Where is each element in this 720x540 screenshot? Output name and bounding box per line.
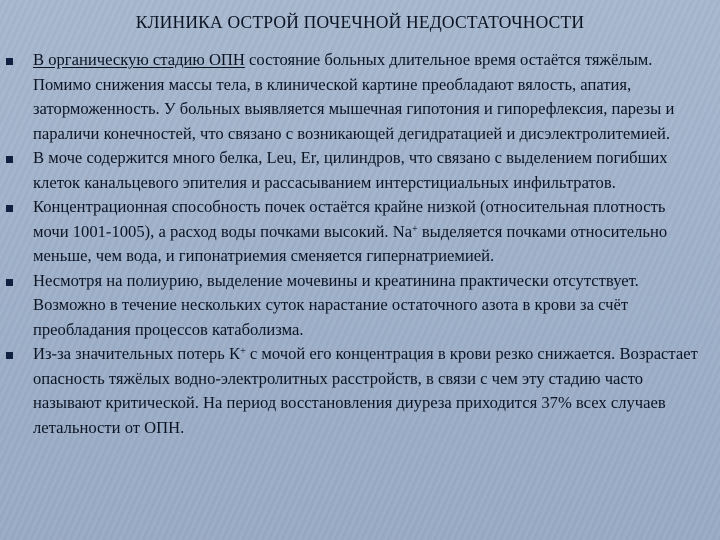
square-bullet-icon — [6, 352, 13, 359]
bullet-text: Несмотря на полиурию, выделение мочевины и креатинина практически отсутствует. Возможно в течение нескольких суток нарастание остаточного азота в крови за счёт преобладания процессов катаболизма. — [33, 270, 639, 339]
square-bullet-icon — [6, 279, 13, 286]
bullet-text: Из-за значительных потерь К — [33, 344, 241, 363]
slide-title: КЛИНИКА ОСТРОЙ ПОЧЕЧНОЙ НЕДОСТАТОЧНОСТИ — [135, 12, 585, 32]
bullet-text: Концентрационная способность почек остаётся крайне низкой (относительная плотность мочи 1001-1005), а расход воды почками высокий. Na — [33, 197, 666, 241]
bullet-lead-text: В органическую стадию ОПН — [33, 50, 245, 69]
bullet-list — [0, 48, 720, 440]
square-bullet-icon — [6, 156, 13, 163]
bullet-item — [0, 146, 698, 195]
bullet-text-continued: выделяется почками относительно меньше, чем вода, и гипонатриемия сменяется гипернатриемией. — [33, 221, 668, 265]
bullet-text-continued: с мочой его концентрация в крови резко снижается. Возрастает опасность тяжёлых водно-электролитных расстройств, в связи с чем эту стадию часто называют критической. На период восстановления диуреза приходится 37% всех случаев летальности от ОПН. — [33, 344, 698, 437]
bullet-item — [0, 269, 698, 343]
bullet-text: состояние больных длительное время остаётся тяжёлым. Помимо снижения массы тела, в клинической картине преобладают вялость, апатия, заторможенность. У больных выявляется мышечная гипотония и гипорефлексия, парезы и параличи конечностей, что связано с возникающей дегидратацией и дисэлектролитемией. — [33, 50, 675, 143]
superscript-plus: + — [240, 346, 246, 357]
square-bullet-icon — [6, 205, 13, 212]
superscript-plus: + — [412, 223, 418, 235]
bullet-item — [0, 48, 698, 146]
bullet-text: В моче содержится много белка, Lеu, Er, цилиндров, что связано с выделением погибших клеток канальцевого эпителия и рассасыванием интерстициальных инфильтратов. — [33, 148, 668, 192]
bullet-item — [0, 195, 698, 269]
square-bullet-icon — [6, 58, 13, 65]
bullet-item — [0, 342, 698, 440]
